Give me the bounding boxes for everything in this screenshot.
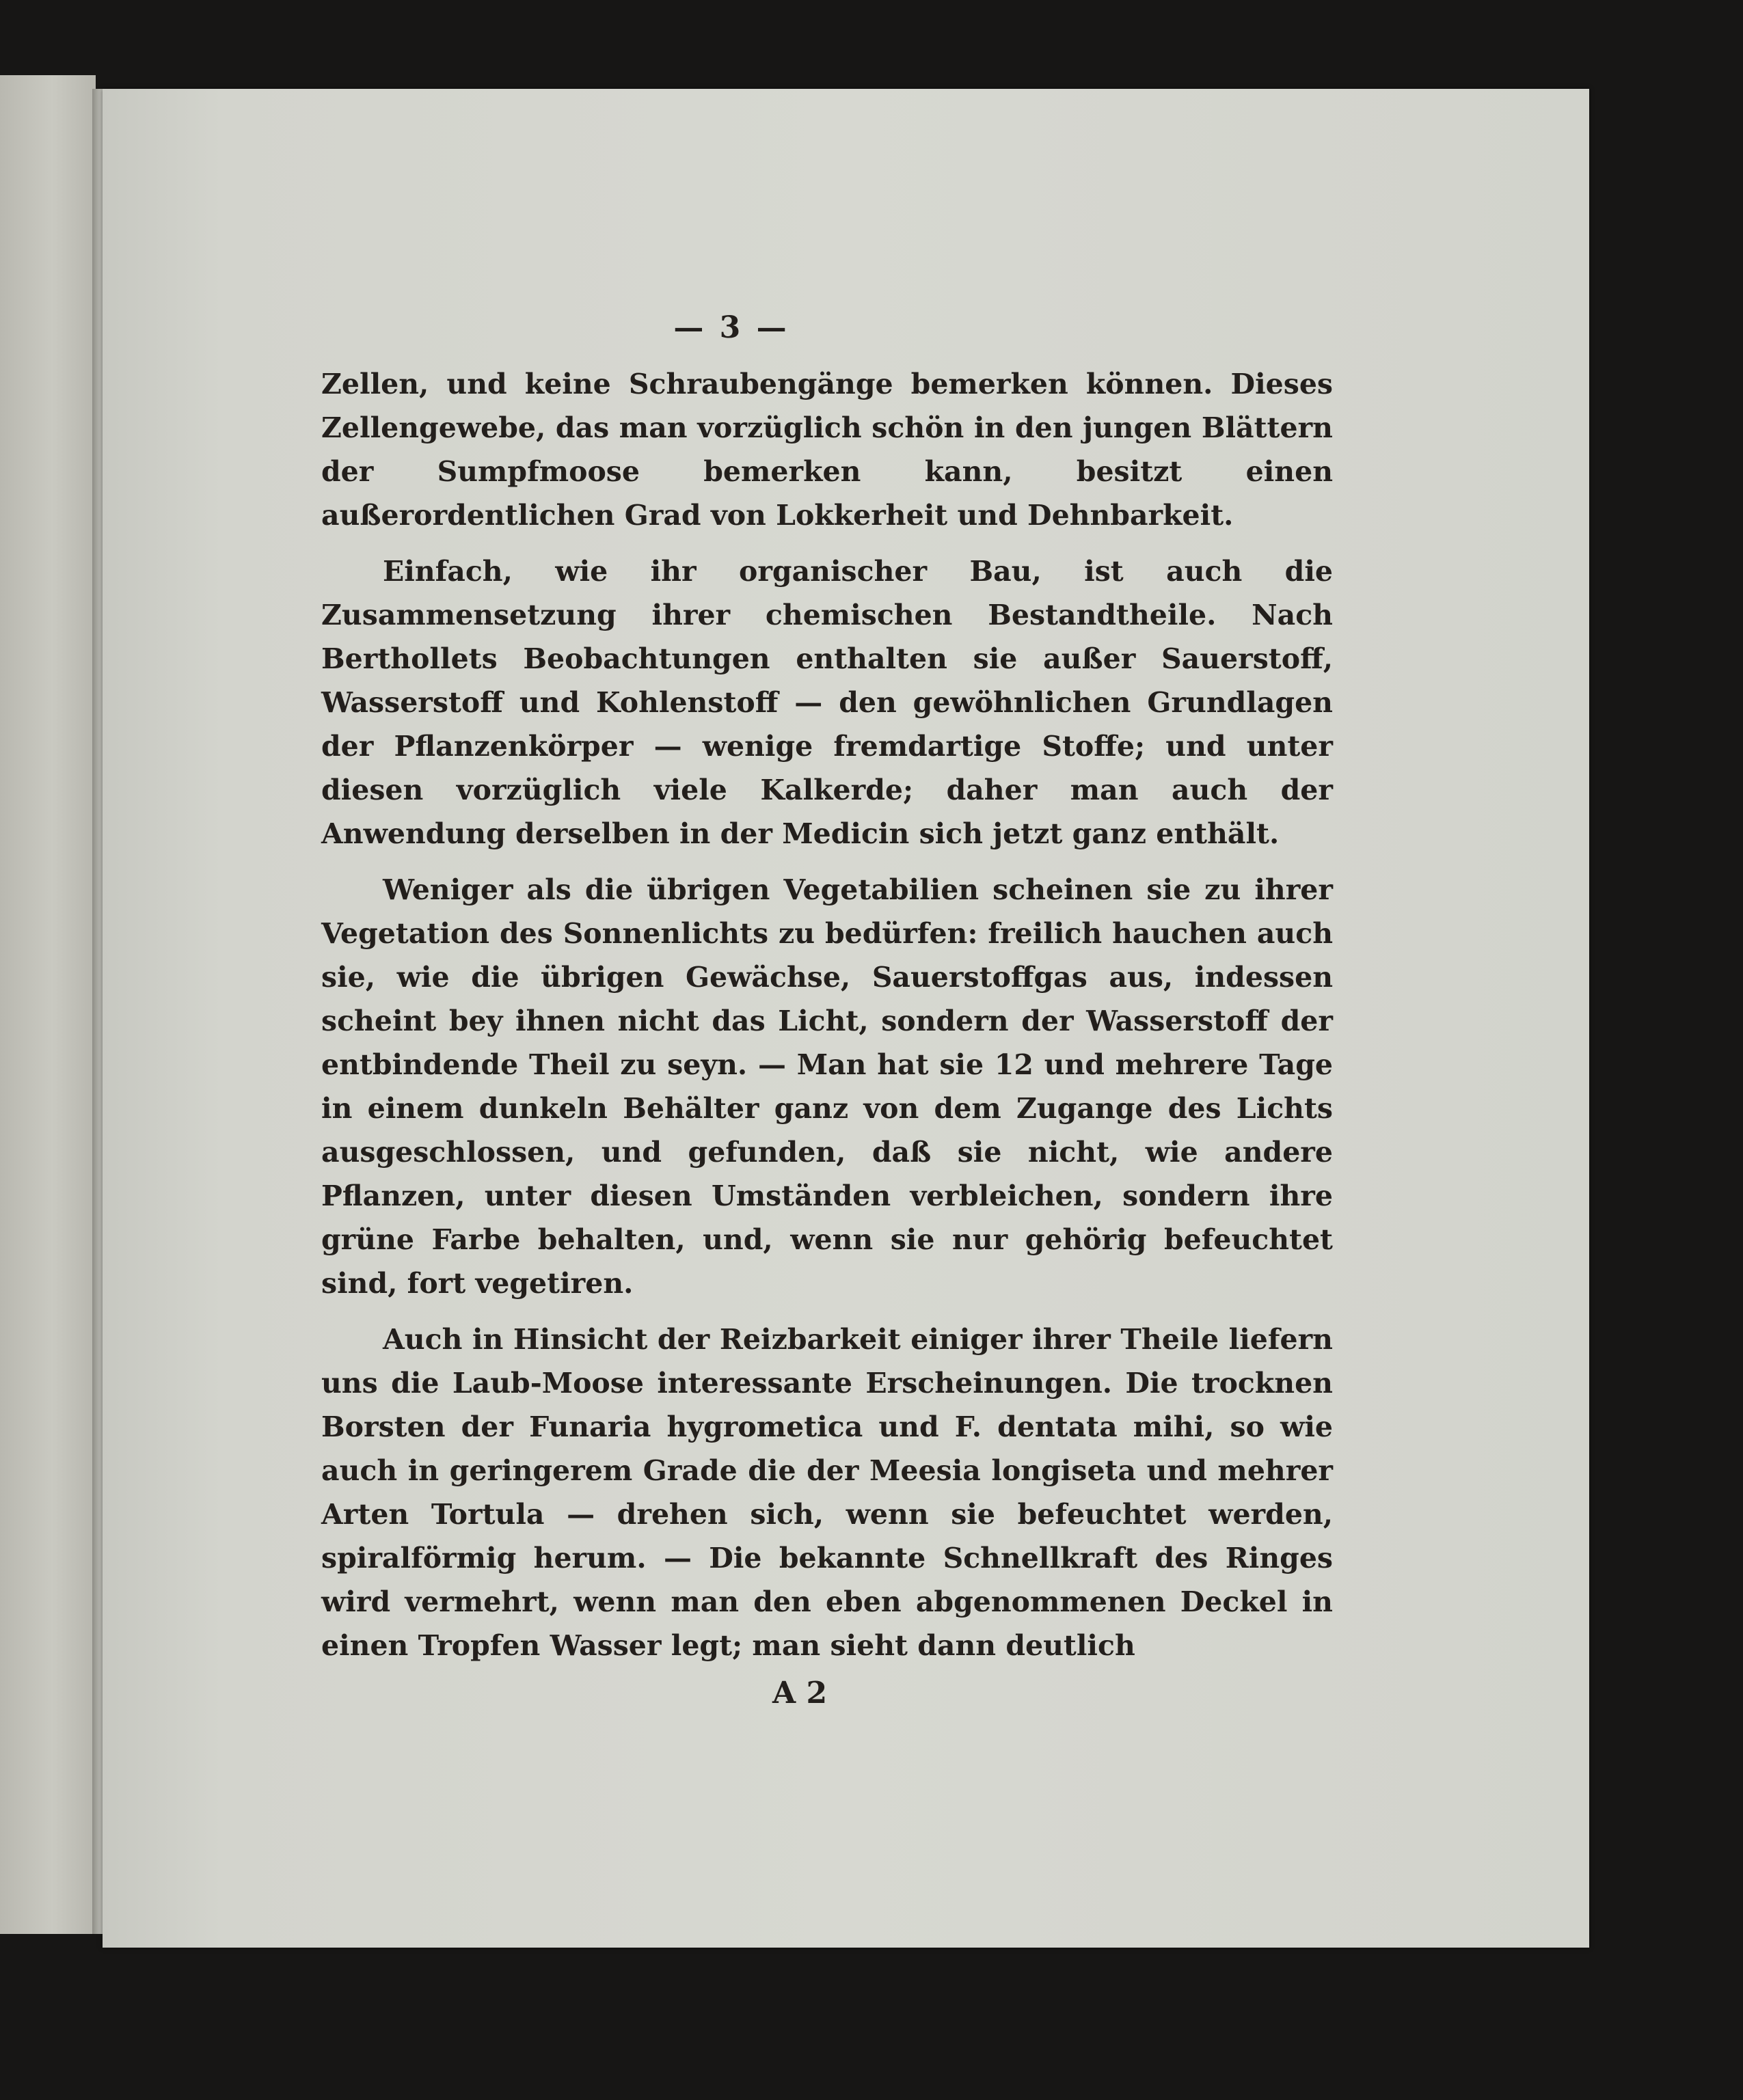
page-text-block bbox=[321, 308, 1333, 1714]
paragraph-2: Einfach, wie ihr organischer Bau, ist auch die Zusammensetzung ihrer chemischen Bestandtheile. Nach Berthollets Beobachtungen enthalten sie außer Sauerstoff, Wasserstoff und Kohlenstoff — den gewöhnlichen Grundlagen der Pflanzenkörper — wenige fremdartige Stoffe; und unter diesen vorzüglich viele Kalkerde; daher man auch der Anwendung derselben in der Medicin sich jetzt ganz enthält. bbox=[321, 555, 1333, 850]
signature-mark: A 2 bbox=[772, 1676, 828, 1710]
paragraph-3: Weniger als die übrigen Vegetabilien scheinen sie zu ihrer Vegetation des Sonnenlichts zu bedürfen: freilich hauchen auch sie, wie die übrigen Gewächse, Sauerstoffgas aus, indessen scheint bey ihnen nicht das Licht, sondern der Wasserstoff der entbindende Theil zu seyn. — Man hat sie 12 und mehrere Tage in einem dunkeln Behälter ganz von dem Zugange des Lichts ausgeschlossen, und gefunden, daß sie nicht, wie andere Pflanzen, unter diesen Umständen verbleichen, sondern ihre grüne Farbe behalten, und, wenn sie nur gehörig befeuchtet sind, fort vegetiren. bbox=[321, 873, 1333, 1300]
page-number-header: — 3 — bbox=[673, 310, 789, 345]
book-page bbox=[103, 89, 1589, 1948]
left-page-edge bbox=[0, 75, 96, 1934]
paragraph-4: Auch in Hinsicht der Reizbarkeit einiger ihrer Theile liefern uns die Laub-Moose interessante Erscheinungen. Die trocknen Borsten der Funaria hygrometica und F. dentata mihi, so wie auch in geringerem Grade die der Meesia longiseta und mehrer Arten Tortula — drehen sich, wenn sie befeuchtet werden, spiralförmig herum. — Die bekannte Schnellkraft des Ringes wird vermehrt, wenn man den eben abgenommenen Deckel in einen Tropfen Wasser legt; man sieht dann deutlich bbox=[321, 1323, 1333, 1662]
paragraph-1: Zellen, und keine Schraubengänge bemerken können. Dieses Zellengewebe, das man vorzüglich schön in den jungen Blättern der Sumpfmoose bemerken kann, besitzt einen außerordentlichen Grad von Lokkerheit und Dehnbarkeit. bbox=[321, 368, 1333, 532]
